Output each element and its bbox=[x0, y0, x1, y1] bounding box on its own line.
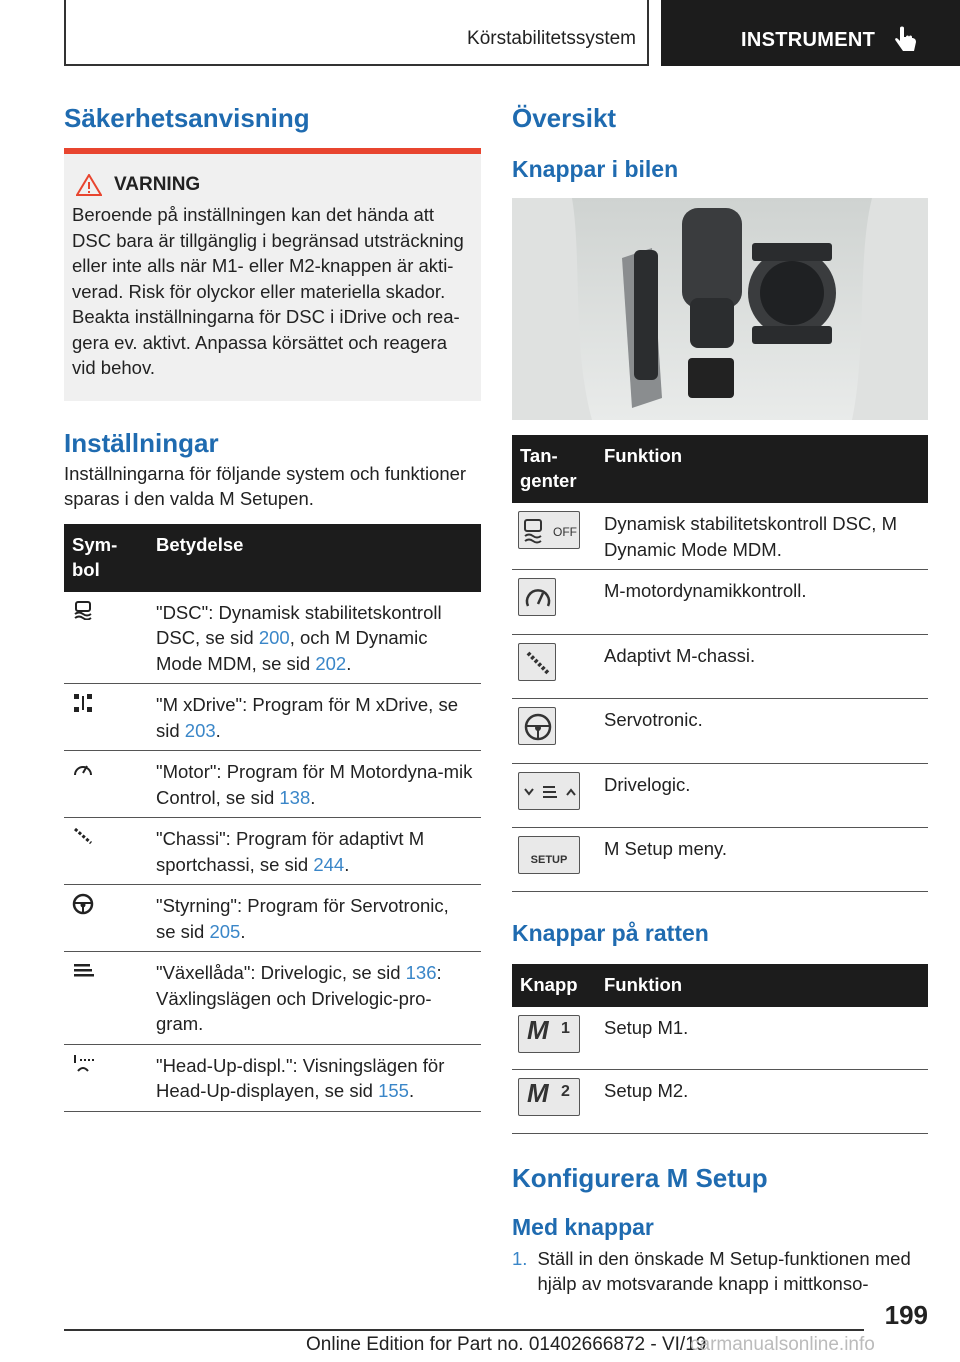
left-column bbox=[64, 100, 481, 1112]
m-engine-dynamics-button-icon bbox=[518, 578, 556, 616]
symbol-cell bbox=[64, 885, 148, 952]
settings-table bbox=[64, 524, 481, 1112]
m-button-sup: 1 bbox=[561, 1019, 570, 1037]
footer-rule bbox=[64, 1329, 864, 1331]
steering-wheel-icon bbox=[72, 898, 94, 919]
m-button-label: M bbox=[527, 1078, 549, 1108]
step-number: 1. bbox=[512, 1247, 528, 1269]
table-row bbox=[512, 763, 928, 828]
table-row bbox=[64, 751, 481, 818]
function-cell: Dynamisk stabilitetskontroll DSC, M Dynamic Mode MDM. bbox=[596, 503, 928, 570]
function-cell: Setup M1. bbox=[596, 1007, 928, 1070]
overview-heading: Översikt bbox=[512, 103, 617, 133]
function-cell: Drivelogic. bbox=[596, 763, 928, 828]
drivelogic-button-icon bbox=[518, 772, 580, 810]
dsc-icon bbox=[72, 603, 94, 624]
table-header-function-2: Funktion bbox=[596, 964, 928, 1007]
header-divider bbox=[647, 0, 649, 66]
table-row bbox=[64, 592, 481, 684]
table-header-meaning: Betydelse bbox=[148, 524, 481, 592]
setup-button-icon bbox=[518, 836, 580, 874]
button-cell bbox=[512, 503, 596, 570]
step-text: Ställ in den önskade M Setup-funktionen med hjälp av motsvarande knapp i mittkonso- bbox=[537, 1247, 911, 1294]
m-button-label: M bbox=[527, 1014, 549, 1045]
page-link[interactable]: 138 bbox=[279, 786, 311, 808]
function-cell: Servotronic. bbox=[596, 699, 928, 764]
header-chapter-tab[interactable] bbox=[661, 0, 960, 66]
drivelogic-icon bbox=[72, 962, 96, 983]
warning-triangle-icon bbox=[76, 174, 102, 196]
symbol-cell bbox=[64, 592, 148, 684]
table-header-function: Funktion bbox=[596, 435, 928, 503]
edition-text: Online Edition for Part no. 01402666872 - VI/19 bbox=[306, 1334, 707, 1355]
xdrive-icon bbox=[72, 697, 94, 718]
table-row bbox=[512, 570, 928, 635]
table-row bbox=[64, 684, 481, 751]
symbol-cell bbox=[64, 751, 148, 818]
header-section-title: Körstabilitetssystem bbox=[467, 28, 636, 49]
servotronic-button-icon bbox=[518, 707, 556, 745]
page-link[interactable]: 205 bbox=[209, 920, 241, 942]
function-cell: Adaptivt M-chassi. bbox=[596, 634, 928, 699]
buttons-wheel-heading: Knappar på ratten bbox=[512, 919, 709, 946]
table-row bbox=[512, 1007, 928, 1070]
table-header-symbol: Sym-bol bbox=[64, 524, 148, 592]
header-chapter-label: INSTRUMENT bbox=[741, 29, 876, 51]
function-cell: M Setup meny. bbox=[596, 828, 928, 892]
page-link[interactable]: 155 bbox=[378, 1080, 409, 1101]
table-row bbox=[512, 828, 928, 892]
table-row bbox=[64, 885, 481, 952]
warning-text: Beroende på inställningen kan det hända att DSC bara är tillgänglig i begränsad utsträckning eller inte alls när M1- eller M2-knappen är akti-verad. Risk för olyckor eller materiella skador. Beakta inställningarna för DSC i iDrive och rea-gera ev. aktivt. Anpassa körsättet och reagera vid behov. bbox=[72, 204, 464, 378]
warning-label: VARNING bbox=[114, 174, 201, 195]
table-header-button: Knapp bbox=[512, 964, 596, 1007]
page-number: 199 bbox=[884, 1300, 928, 1330]
button-cell bbox=[512, 570, 596, 635]
right-column bbox=[512, 100, 928, 1297]
meaning-cell: "Chassi": Program för adaptivt M sportchassi, se sid 244. bbox=[148, 818, 481, 885]
table-row bbox=[64, 818, 481, 885]
button-cell bbox=[512, 1007, 596, 1070]
m-button-sup: 2 bbox=[561, 1083, 570, 1100]
warning-box bbox=[64, 148, 481, 401]
page-link[interactable]: 202 bbox=[315, 652, 347, 674]
meaning-cell: "Styrning": Program för Servotronic, se sid 205. bbox=[148, 885, 481, 952]
symbol-cell bbox=[64, 818, 148, 885]
wheel-buttons-table bbox=[512, 964, 928, 1134]
step-item bbox=[512, 1246, 928, 1297]
chassis-icon bbox=[72, 829, 94, 850]
page-link[interactable]: 244 bbox=[313, 853, 345, 875]
with-buttons-heading: Med knappar bbox=[512, 1213, 654, 1240]
m2-button-icon bbox=[518, 1078, 580, 1116]
table-header-keys: Tan-genter bbox=[512, 435, 596, 503]
page-link[interactable]: 203 bbox=[184, 719, 216, 741]
pointing-hand-icon bbox=[894, 26, 920, 54]
meaning-cell: "Head-Up-displ.": Visningslägen för Head-Up-displayen, se sid 155. bbox=[148, 1044, 481, 1111]
watermark: carmanualsonline.info bbox=[690, 1334, 875, 1355]
table-row bbox=[512, 1070, 928, 1134]
meaning-cell: "M xDrive": Program för M xDrive, se sid 203. bbox=[148, 684, 481, 751]
safety-heading: Säkerhetsanvisning bbox=[64, 103, 310, 133]
meaning-cell: "Motor": Program för M Motordyna-mik Control, se sid 138. bbox=[148, 751, 481, 818]
car-buttons-table bbox=[512, 435, 928, 892]
meaning-cell: "Växellåda": Drivelogic, se sid 136: Växlingslägen och Drivelogic-pro-gram. bbox=[148, 952, 481, 1045]
button-cell bbox=[512, 828, 596, 892]
button-cell bbox=[512, 699, 596, 764]
button-cell bbox=[512, 763, 596, 828]
header-bottom-rule bbox=[64, 64, 649, 66]
meaning-cell: "DSC": Dynamisk stabilitetskontroll DSC, se sid 200, och M Dynamic Mode MDM, se sid 202. bbox=[148, 592, 481, 684]
table-row bbox=[512, 634, 928, 699]
table-row bbox=[64, 1044, 481, 1111]
button-cell bbox=[512, 634, 596, 699]
table-row bbox=[64, 952, 481, 1045]
buttons-car-heading: Knappar i bilen bbox=[512, 156, 679, 182]
m1-button-icon bbox=[518, 1015, 580, 1053]
button-cell bbox=[512, 1070, 596, 1134]
symbol-cell bbox=[64, 684, 148, 751]
table-row bbox=[512, 503, 928, 570]
head-up-display-icon bbox=[72, 1056, 96, 1077]
configure-heading: Konfigurera M Setup bbox=[512, 1162, 768, 1193]
symbol-cell bbox=[64, 1044, 148, 1111]
dsc-off-button-icon bbox=[518, 511, 580, 549]
center-console-photo bbox=[512, 198, 928, 420]
symbol-cell bbox=[64, 952, 148, 1045]
warning-title bbox=[72, 174, 473, 196]
adaptive-chassis-button-icon bbox=[518, 643, 556, 681]
svg-text:OFF: OFF bbox=[553, 525, 577, 539]
settings-intro: Inställningarna för följande system och funktioner sparas i den valda M Setupen. bbox=[64, 462, 467, 509]
page-link[interactable]: 136 bbox=[405, 962, 437, 983]
table-row bbox=[512, 699, 928, 764]
page-link[interactable]: 200 bbox=[258, 627, 290, 648]
setup-button-label: SETUP bbox=[530, 854, 568, 866]
function-cell: Setup M2. bbox=[596, 1070, 928, 1134]
settings-heading: Inställningar bbox=[64, 427, 219, 458]
engine-dynamics-icon bbox=[72, 762, 94, 783]
function-cell: M-motordynamikkontroll. bbox=[596, 570, 928, 635]
